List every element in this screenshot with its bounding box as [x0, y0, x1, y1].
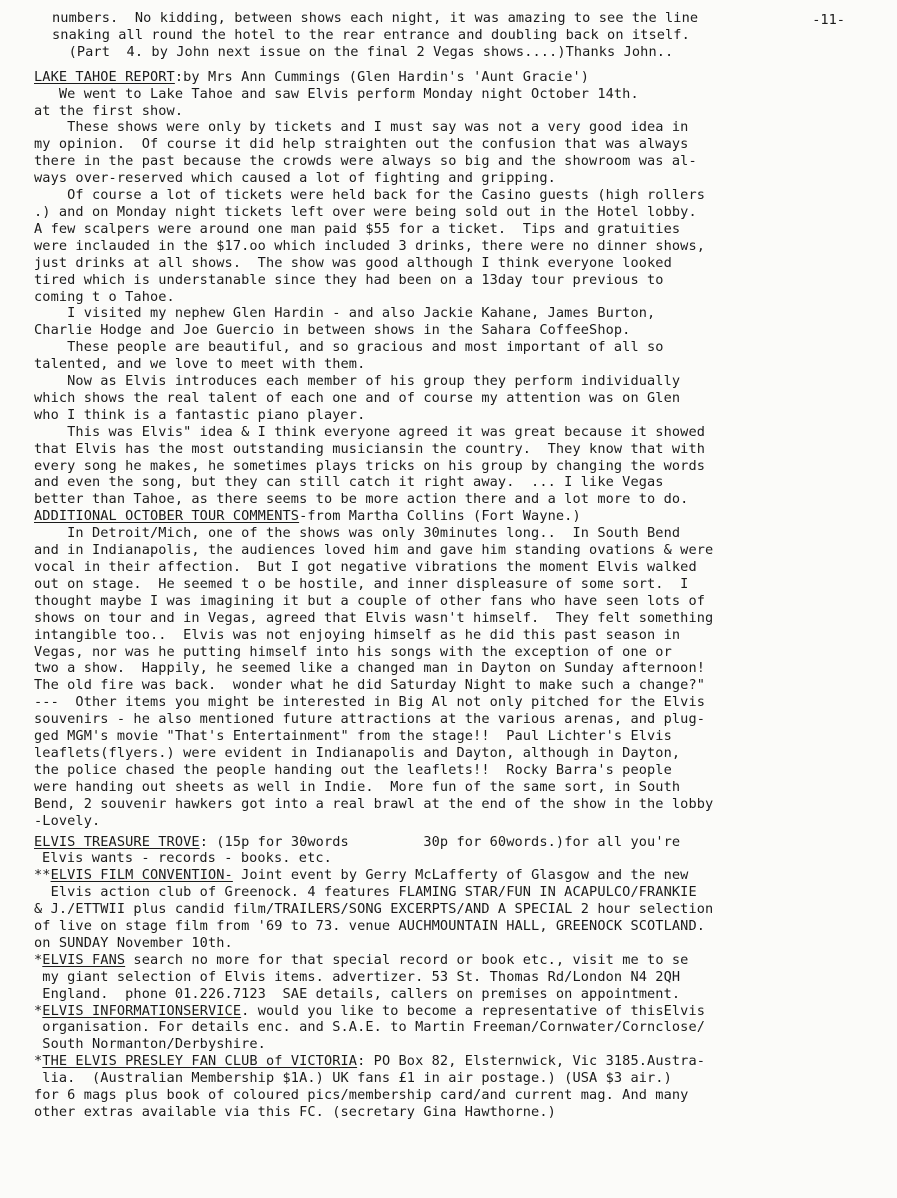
text-line: intangible too.. Elvis was not enjoying himself as he did this past season in: [34, 626, 681, 643]
text-line: out on stage. He seemed t o be hostile, and inner displeasure of some sort. I: [34, 575, 689, 592]
ad-text: search no more for that special record or book etc., visit me to se: [125, 951, 689, 968]
text-line: were handing out sheets as well in Indie. More fun of the same sort, in South: [34, 778, 681, 795]
text-line: and even the song, but they can still catch it right away. ... I like Vegas: [34, 474, 664, 491]
ad-text: . would you like to become a representative of thisElvis: [241, 1002, 706, 1019]
text-line: Bend, 2 souvenir hawkers got into a real brawl at the end of the show in the lobby: [34, 795, 714, 812]
text-line: snaking all round the hotel to the rear entrance and doubling back on itself.: [52, 26, 690, 43]
text-line: -Lovely.: [34, 812, 101, 829]
section-heading-line: [34, 834, 867, 851]
text-line: which shows the real talent of each one and of course my attention was on Glen: [34, 389, 681, 406]
classified-ads: [34, 867, 867, 1121]
text-line: These people are beautiful, and so gracious and most important of all so: [34, 339, 664, 356]
classified-ad: [34, 1053, 867, 1121]
text-line: In Detroit/Mich, one of the shows was only 30minutes long.. In South Bend: [34, 525, 681, 542]
ad-prefix: *: [34, 951, 43, 968]
text-line: leaflets(flyers.) were evident in Indianapolis and Dayton, although in Dayton,: [34, 744, 681, 761]
text-line: A few scalpers were around one man paid $55 for a ticket. Tips and gratuities: [34, 220, 681, 237]
text-line: better than Tahoe, as there seems to be more action there and a lot more to do.: [34, 491, 689, 508]
text-line: --- Other items you might be interested in Big Al not only pitched for the Elvis: [34, 694, 706, 711]
section-byline: -from Martha Collins (Fort Wayne.): [299, 508, 581, 525]
section-byline: : (15p for 30words 30p for 60words.)for all you're: [199, 833, 681, 850]
text-line: ged MGM's movie "That's Entertainment" from the stage!! Paul Lichter's Elvis: [34, 728, 672, 745]
lake-tahoe-section: [34, 69, 867, 509]
page-number: -11-: [812, 12, 845, 28]
section-heading-line: [34, 508, 867, 525]
text-line: Vegas, nor was he putting himself into his songs with the exception of one or: [34, 643, 672, 660]
text-line: lia. (Australian Membership $1A.) UK fans £1 in air postage.) (USA $3 air.): [34, 1070, 672, 1087]
section-byline: :by Mrs Ann Cummings (Glen Hardin's 'Aunt Gracie'): [174, 68, 590, 85]
text-line: organisation. For details enc. and S.A.E. to Martin Freeman/Cornwater/Cornclose/: [34, 1019, 706, 1036]
ad-prefix: *: [34, 1053, 43, 1070]
text-line: ways over-reserved which caused a lot of fighting and gripping.: [34, 170, 556, 187]
text-line: .) and on Monday night tickets left over were being sold out in the Hotel lobby.: [34, 203, 697, 220]
text-line: of live on stage film from '69 to 73. venue AUCHMOUNTAIN HALL, GREENOCK SCOTLAND.: [34, 918, 706, 935]
text-line: at the first show.: [34, 102, 184, 119]
section-heading-line: [34, 69, 867, 86]
text-line: vocal in their affection. But I got negative vibrations the moment Elvis walked: [34, 559, 697, 575]
ad-heading: ELVIS INFORMATIONSERVICE: [42, 1002, 242, 1019]
text-line: South Normanton/Derbyshire.: [34, 1036, 266, 1053]
text-line: (Part 4. by John next issue on the final 2 Vegas shows....)Thanks John..: [52, 43, 674, 60]
text-line: for 6 mags plus book of coloured pics/membership card/and current mag. And many: [34, 1087, 689, 1104]
section-heading: ELVIS TREASURE TROVE: [34, 833, 200, 850]
text-line: who I think is a fantastic piano player.: [34, 406, 366, 423]
section-body: [34, 86, 867, 509]
text-line: that Elvis has the most outstanding musiciansin the country. They know that with: [34, 440, 706, 457]
text-line: & J./ETTWII plus candid film/TRAILERS/SONG EXCERPTS/AND A SPECIAL 2 hour selection: [34, 901, 714, 918]
ad-first-line: [34, 1053, 867, 1070]
text-line: I visited my nephew Glen Hardin - and also Jackie Kahane, James Burton,: [34, 305, 656, 322]
ad-first-line: [34, 1003, 867, 1020]
text-line: tired which is understanable since they had been on a 13day tour previous to: [34, 271, 664, 288]
ad-first-line: [34, 867, 867, 884]
section-heading: LAKE TAHOE REPORT: [34, 68, 175, 85]
text-line: This was Elvis" idea & I think everyone agreed it was great because it showed: [34, 423, 706, 440]
text-line: the police chased the people handing out the leaflets!! Rocky Barra's people: [34, 761, 672, 778]
ad-prefix: *: [34, 1002, 43, 1019]
classified-ad: [34, 952, 867, 1003]
text-line: numbers. No kidding, between shows each night, it was amazing to see the line: [52, 10, 699, 26]
intro-section: [34, 10, 867, 61]
text-line: were inclauded in the $17.oo which included 3 drinks, there were no dinner shows,: [34, 237, 706, 254]
october-tour-section: [34, 508, 867, 829]
text-line: thought maybe I was imagining it but a couple of other fans who have seen lots of: [34, 592, 706, 609]
ad-heading: THE ELVIS PRESLEY FAN CLUB of VICTORIA: [42, 1053, 358, 1070]
classified-ad: [34, 1003, 867, 1054]
text-line: Charlie Hodge and Joe Guercio in between shows in the Sahara CoffeeShop.: [34, 322, 631, 339]
ad-heading: ELVIS FANS: [42, 951, 126, 968]
text-line: my opinion. Of course it did help straighten out the confusion that was always: [34, 136, 689, 153]
text-line: Elvis action club of Greenock. 4 features FLAMING STAR/FUN IN ACAPULCO/FRANKIE: [34, 884, 697, 901]
text-line: These shows were only by tickets and I must say was not a very good idea in: [34, 119, 689, 136]
treasure-trove-section: [34, 834, 867, 1121]
text-line: We went to Lake Tahoe and saw Elvis perform Monday night October 14th.: [34, 85, 639, 102]
text-line: shows on tour and in Vegas, agreed that Elvis wasn't himself. They felt something: [34, 609, 714, 626]
text-line: other extras available via this FC. (secretary Gina Hawthorne.): [34, 1104, 556, 1120]
text-line: just drinks at all shows. The show was good although I think everyone looked: [34, 254, 672, 271]
text-line: there in the past because the crowds were always so big and the showroom was al-: [34, 153, 697, 170]
text-line: Elvis wants - records - books. etc.: [42, 850, 332, 867]
text-line: talented, and we love to meet with them.: [34, 356, 366, 373]
text-line: two a show. Happily, he seemed like a changed man in Dayton on Sunday afternoon!: [34, 660, 706, 677]
text-line: England. phone 01.226.7123 SAE details, callers on premises on appointment.: [34, 985, 681, 1002]
ad-heading: ELVIS FILM CONVENTION-: [50, 867, 233, 884]
text-line: Now as Elvis introduces each member of his group they perform individually: [34, 373, 681, 390]
ad-first-line: [34, 952, 867, 969]
text-line: every song he makes, he sometimes plays tricks on his group by changing the words: [34, 457, 706, 474]
ad-text: : PO Box 82, Elsternwick, Vic 3185.Austra-: [357, 1053, 706, 1070]
text-line: Of course a lot of tickets were held back for the Casino guests (high rollers: [34, 187, 706, 204]
text-line: souvenirs - he also mentioned future attractions at the various arenas, and plug-: [34, 711, 706, 728]
text-line: on SUNDAY November 10th.: [34, 934, 233, 951]
text-line: The old fire was back. wonder what he did Saturday Night to make such a change?": [34, 677, 706, 694]
section-body: [34, 525, 867, 829]
ad-text: Joint event by Gerry McLafferty of Glasgow and the new: [232, 867, 689, 884]
text-line: coming t o Tahoe.: [34, 288, 175, 305]
section-heading: ADDITIONAL OCTOBER TOUR COMMENTS: [34, 508, 300, 525]
ad-prefix: **: [34, 867, 51, 884]
classified-ad: [34, 867, 867, 952]
text-line: my giant selection of Elvis items. advertizer. 53 St. Thomas Rd/London N4 2QH: [34, 968, 681, 985]
text-line: and in Indianapolis, the audiences loved him and gave him standing ovations & were: [34, 542, 714, 559]
